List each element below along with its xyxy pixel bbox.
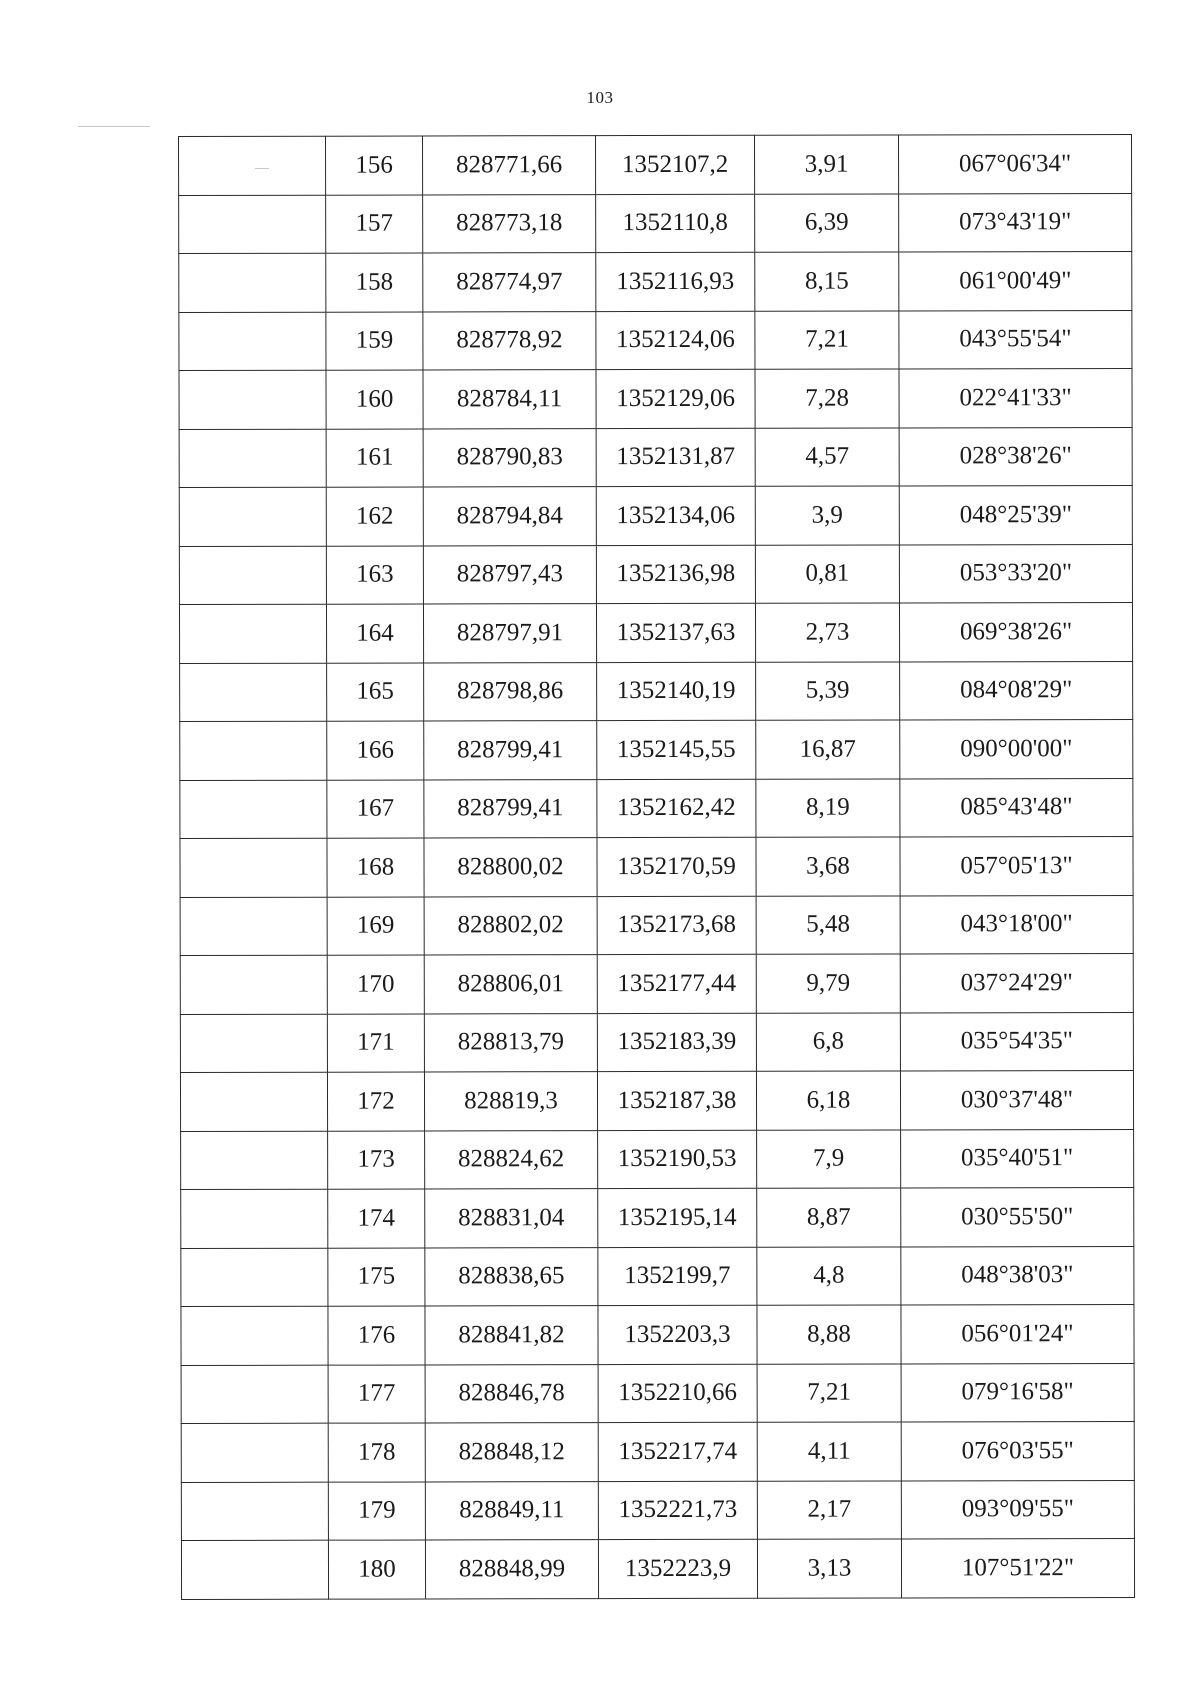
segment-length-cell: 16,87 — [756, 720, 900, 779]
table-row — [179, 427, 1132, 487]
y-coordinate-cell: 1352203,3 — [598, 1305, 757, 1364]
direction-angle-cell: 053°33'20" — [899, 544, 1132, 603]
blank-cell — [181, 1365, 328, 1424]
segment-length-cell: 7,21 — [757, 1363, 901, 1422]
segment-length-cell: 0,81 — [755, 544, 899, 603]
blank-cell — [180, 780, 327, 839]
blank-cell — [179, 312, 326, 371]
point-number-cell: 166 — [327, 721, 424, 780]
x-coordinate-cell: 828797,91 — [423, 604, 596, 663]
direction-angle-cell: 035°54'35" — [900, 1012, 1133, 1071]
page-number: 103 — [586, 88, 614, 107]
direction-angle-cell: 079°16'58" — [901, 1363, 1134, 1422]
segment-length-cell: 2,17 — [757, 1480, 901, 1539]
point-number-cell: 164 — [326, 604, 423, 663]
point-number-cell: 180 — [328, 1540, 425, 1599]
segment-length-cell: 7,28 — [755, 369, 899, 428]
blank-cell — [180, 955, 327, 1014]
blank-cell — [180, 1014, 327, 1073]
scan-artifact-line — [78, 126, 150, 127]
table-row — [180, 837, 1133, 897]
y-coordinate-cell: 1352170,59 — [597, 837, 756, 896]
blank-cell — [181, 1423, 328, 1482]
point-number-cell: 177 — [328, 1364, 425, 1423]
direction-angle-cell: 085°43'48" — [900, 778, 1133, 837]
blank-cell — [181, 1306, 328, 1365]
segment-length-cell: 5,48 — [756, 895, 900, 954]
point-number-cell: 160 — [326, 370, 423, 429]
point-number-cell: 168 — [327, 838, 424, 897]
point-number-cell: 174 — [328, 1189, 425, 1248]
blank-cell — [179, 604, 326, 663]
x-coordinate-cell: 828774,97 — [423, 253, 596, 312]
table-row — [179, 603, 1132, 663]
point-number-cell: 161 — [326, 428, 423, 487]
blank-cell — [179, 546, 326, 605]
blank-cell — [180, 663, 327, 722]
table-row — [181, 1305, 1134, 1365]
direction-angle-cell: 043°55'54" — [899, 310, 1132, 369]
blank-cell — [180, 721, 327, 780]
table-row — [179, 135, 1132, 195]
x-coordinate-cell: 828771,66 — [423, 136, 596, 195]
x-coordinate-cell: 828802,02 — [424, 896, 597, 955]
point-number-cell: 162 — [326, 487, 423, 546]
point-number-cell: 171 — [327, 1013, 424, 1072]
point-number-cell: 165 — [327, 662, 424, 721]
point-number-cell: 172 — [327, 1072, 424, 1131]
blank-cell — [179, 487, 326, 546]
y-coordinate-cell: 1352137,63 — [596, 603, 755, 662]
direction-angle-cell: 048°38'03" — [901, 1246, 1134, 1305]
segment-length-cell: 7,21 — [755, 310, 899, 369]
x-coordinate-cell: 828819,3 — [424, 1072, 597, 1131]
direction-angle-cell: 073°43'19" — [899, 193, 1132, 252]
y-coordinate-cell: 1352145,55 — [597, 720, 756, 779]
y-coordinate-cell: 1352173,68 — [597, 896, 756, 955]
direction-angle-cell: 069°38'26" — [899, 603, 1132, 662]
y-coordinate-cell: 1352162,42 — [597, 779, 756, 838]
segment-length-cell: 4,8 — [757, 1246, 901, 1305]
direction-angle-cell: 030°55'50" — [901, 1188, 1134, 1247]
x-coordinate-cell: 828800,02 — [424, 838, 597, 897]
point-number-cell: 175 — [328, 1247, 425, 1306]
blank-cell — [179, 136, 326, 195]
point-number-cell: 179 — [328, 1481, 425, 1540]
direction-angle-cell: 037°24'29" — [900, 954, 1133, 1013]
direction-angle-cell: 056°01'24" — [901, 1305, 1134, 1364]
y-coordinate-cell: 1352223,9 — [598, 1539, 757, 1598]
blank-cell — [181, 1540, 328, 1599]
segment-length-cell: 3,13 — [757, 1539, 901, 1598]
y-coordinate-cell: 1352210,66 — [598, 1364, 757, 1423]
direction-angle-cell: 035°40'51" — [901, 1129, 1134, 1188]
table-row — [179, 369, 1132, 429]
x-coordinate-cell: 828848,12 — [425, 1423, 598, 1482]
point-number-cell: 169 — [327, 896, 424, 955]
x-coordinate-cell: 828784,11 — [423, 370, 596, 429]
segment-length-cell: 6,18 — [756, 1071, 900, 1130]
direction-angle-cell: 030°37'48" — [900, 1071, 1133, 1130]
y-coordinate-cell: 1352190,53 — [598, 1130, 757, 1189]
table-row — [181, 1188, 1134, 1248]
x-coordinate-cell: 828841,82 — [425, 1306, 598, 1365]
blank-cell — [181, 1248, 328, 1307]
table-row — [179, 193, 1132, 253]
table-row — [181, 1422, 1134, 1482]
point-number-cell: 178 — [328, 1423, 425, 1482]
x-coordinate-cell: 828848,99 — [425, 1540, 598, 1599]
coordinates-table — [178, 134, 1135, 1599]
x-coordinate-cell: 828824,62 — [425, 1130, 598, 1189]
x-coordinate-cell: 828773,18 — [423, 194, 596, 253]
direction-angle-cell: 076°03'55" — [901, 1422, 1134, 1481]
y-coordinate-cell: 1352110,8 — [596, 194, 755, 253]
blank-cell — [179, 429, 326, 488]
segment-length-cell: 4,57 — [755, 427, 899, 486]
y-coordinate-cell: 1352134,06 — [596, 486, 755, 545]
x-coordinate-cell: 828790,83 — [423, 428, 596, 487]
y-coordinate-cell: 1352195,14 — [598, 1188, 757, 1247]
point-number-cell: 173 — [328, 1130, 425, 1189]
segment-length-cell: 8,19 — [756, 778, 900, 837]
direction-angle-cell: 048°25'39" — [899, 486, 1132, 545]
table-row — [181, 1246, 1134, 1306]
y-coordinate-cell: 1352116,93 — [596, 252, 755, 311]
blank-cell — [179, 370, 326, 429]
point-number-cell: 167 — [327, 779, 424, 838]
y-coordinate-cell: 1352129,06 — [596, 369, 755, 428]
segment-length-cell: 3,68 — [756, 837, 900, 896]
direction-angle-cell: 067°06'34" — [898, 135, 1131, 194]
y-coordinate-cell: 1352199,7 — [598, 1247, 757, 1306]
direction-angle-cell: 084°08'29" — [900, 661, 1133, 720]
table-row — [180, 895, 1133, 955]
point-number-cell: 170 — [327, 955, 424, 1014]
segment-length-cell: 2,73 — [755, 603, 899, 662]
direction-angle-cell: 090°00'00" — [900, 720, 1133, 779]
x-coordinate-cell: 828849,11 — [425, 1481, 598, 1540]
direction-angle-cell: 022°41'33" — [899, 369, 1132, 428]
direction-angle-cell: 043°18'00" — [900, 895, 1133, 954]
x-coordinate-cell: 828806,01 — [424, 955, 597, 1014]
segment-length-cell: 8,87 — [757, 1188, 901, 1247]
segment-length-cell: 6,39 — [755, 193, 899, 252]
y-coordinate-cell: 1352136,98 — [596, 545, 755, 604]
segment-length-cell: 3,9 — [755, 486, 899, 545]
x-coordinate-cell: 828799,41 — [424, 721, 597, 780]
point-number-cell: 176 — [328, 1306, 425, 1365]
table-row — [180, 778, 1133, 838]
point-number-cell: 157 — [326, 194, 423, 253]
direction-angle-cell: 057°05'13" — [900, 837, 1133, 896]
table-row — [180, 661, 1133, 721]
table-row — [181, 1480, 1134, 1540]
segment-length-cell: 6,8 — [756, 1012, 900, 1071]
table-row — [179, 486, 1132, 546]
y-coordinate-cell: 1352221,73 — [598, 1481, 757, 1540]
x-coordinate-cell: 828797,43 — [423, 545, 596, 604]
table-row — [180, 1071, 1133, 1131]
blank-cell — [181, 1189, 328, 1248]
x-coordinate-cell: 828798,86 — [424, 662, 597, 721]
x-coordinate-cell: 828813,79 — [424, 1013, 597, 1072]
table-row — [181, 1129, 1134, 1189]
point-number-cell: 156 — [326, 136, 423, 195]
blank-cell — [181, 1482, 328, 1541]
blank-cell — [180, 1072, 327, 1131]
table-row — [181, 1538, 1134, 1598]
direction-angle-cell: 028°38'26" — [899, 427, 1132, 486]
point-number-cell: 159 — [326, 311, 423, 370]
segment-length-cell: 5,39 — [756, 661, 900, 720]
x-coordinate-cell: 828846,78 — [425, 1364, 598, 1423]
blank-cell — [180, 838, 327, 897]
x-coordinate-cell: 828799,41 — [424, 779, 597, 838]
table-row — [180, 1012, 1133, 1072]
x-coordinate-cell: 828838,65 — [425, 1247, 598, 1306]
table-row — [179, 310, 1132, 370]
y-coordinate-cell: 1352107,2 — [596, 135, 755, 194]
coordinates-table-body — [179, 135, 1135, 1599]
table-row — [179, 544, 1132, 604]
point-number-cell: 163 — [326, 545, 423, 604]
y-coordinate-cell: 1352177,44 — [597, 954, 756, 1013]
segment-length-cell: 4,11 — [757, 1422, 901, 1481]
blank-cell — [179, 195, 326, 254]
x-coordinate-cell: 828831,04 — [425, 1189, 598, 1248]
blank-cell — [181, 1131, 328, 1190]
x-coordinate-cell: 828778,92 — [423, 311, 596, 370]
y-coordinate-cell: 1352187,38 — [597, 1071, 756, 1130]
direction-angle-cell: 107°51'22" — [901, 1538, 1134, 1597]
blank-cell — [179, 253, 326, 312]
y-coordinate-cell: 1352131,87 — [596, 428, 755, 487]
y-coordinate-cell: 1352140,19 — [597, 662, 756, 721]
segment-length-cell: 7,9 — [757, 1129, 901, 1188]
table-row — [180, 954, 1133, 1014]
point-number-cell: 158 — [326, 253, 423, 312]
y-coordinate-cell: 1352217,74 — [598, 1422, 757, 1481]
direction-angle-cell: 093°09'55" — [901, 1480, 1134, 1539]
segment-length-cell: 8,88 — [757, 1305, 901, 1364]
table-row — [179, 252, 1132, 312]
table-row — [180, 720, 1133, 780]
table-row — [181, 1363, 1134, 1423]
segment-length-cell: 9,79 — [756, 954, 900, 1013]
segment-length-cell: 3,91 — [754, 135, 898, 194]
direction-angle-cell: 061°00'49" — [899, 252, 1132, 311]
y-coordinate-cell: 1352183,39 — [597, 1013, 756, 1072]
blank-cell — [180, 897, 327, 956]
segment-length-cell: 8,15 — [755, 252, 899, 311]
x-coordinate-cell: 828794,84 — [423, 487, 596, 546]
y-coordinate-cell: 1352124,06 — [596, 311, 755, 370]
